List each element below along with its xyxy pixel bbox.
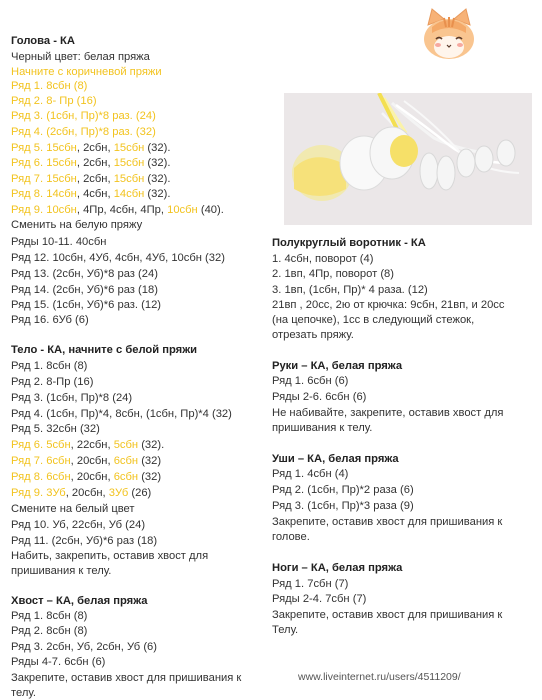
left-line [11,375,93,389]
left-line [11,34,75,48]
text-segment: (на цепочке), 1сс в следующий стежок, [272,314,475,326]
text-segment: пришивания к телу. [272,422,373,434]
left-line [11,564,111,578]
right-line [272,530,310,544]
text-segment: Ряд 7. 6сбн [11,455,71,467]
left-line [11,267,158,281]
text-segment: , 20сбн, [65,487,109,499]
text-segment: , 2сбн, [76,157,114,169]
right-line [272,452,399,466]
text-segment: (32). [138,439,165,451]
text-segment: Ряд 6. 15сбн [11,157,77,169]
text-segment: Ноги – КА, белая пряжа [272,562,403,574]
text-segment: Ряд 4. (2сбн, Пр)*8 раз. (32) [11,126,156,138]
crochet-pieces-photo [284,93,532,225]
text-segment: , 22сбн, [70,439,114,451]
left-line [11,640,157,654]
left-line [11,655,105,669]
left-line [11,609,87,623]
text-segment: Ряд 1. 6сбн (6) [272,375,349,387]
right-line [272,483,414,497]
text-segment: Ряд 14. (2сбн, Уб)*6 раз (18) [11,284,158,296]
text-segment: Полукруглый воротник - КА [272,237,426,249]
text-segment: 5сбн [113,439,139,451]
text-segment: Ряд 6. 5сбн [11,439,71,451]
text-segment: (32). [144,188,171,200]
left-line [11,172,170,186]
left-line [11,686,36,700]
right-line [272,252,373,266]
text-segment: Тело - КА, начните с белой пряжи [11,344,198,356]
left-line [11,109,156,123]
right-line [272,359,402,373]
left-line [11,203,224,217]
text-segment: Ряды 4-7. 6сбн (6) [11,656,106,668]
text-segment: Ряд 2. (1сбн, Пр)*2 раза (6) [272,484,414,496]
text-segment: , 2сбн, [76,173,114,185]
left-line [11,486,151,500]
text-segment: Ряд 3. (1сбн, Пр)*8 раз. (24) [11,110,156,122]
right-line [272,298,505,312]
text-segment: Ряд 1. 8сбн (8) [11,360,88,372]
text-segment: Ряд 1. 4сбн (4) [272,468,349,480]
right-line [272,236,426,250]
right-line [272,515,502,529]
text-segment: Ряд 1. 8сбн (8) [11,610,88,622]
text-segment: отрезать пряжу. [272,329,354,341]
left-line [11,218,142,232]
left-line [11,594,148,608]
left-line [11,94,97,108]
text-segment: Ряд 13. (2сбн, Уб)*8 раз (24) [11,268,158,280]
text-segment: Ряд 8. 6сбн [11,471,71,483]
text-segment: 3. 1вп, (1сбн, Пр)* 4 раза. (12) [272,284,428,296]
text-segment: Ряд 8. 14сбн [11,188,77,200]
right-line [272,608,502,622]
text-segment: Набить, закрепить, оставив хвост для [11,550,209,562]
right-line [272,328,354,342]
right-line [272,592,366,606]
left-line [11,283,158,297]
text-segment: Ряд 3. (1сбн, Пр)*8 (24) [11,392,133,404]
text-segment: Ряд 10. Уб, 22сбн, Уб (24) [11,519,146,531]
left-line [11,65,162,79]
left-line [11,298,161,312]
text-segment: Ряды 10-11. 40сбн [11,236,107,248]
text-segment: Ряд 9. 10сбн [11,204,77,216]
left-line [11,518,145,532]
text-segment: Ряд 3. (1сбн, Пр)*3 раза (9) [272,500,414,512]
text-segment: Ряд 5. 15сбн [11,142,77,154]
text-segment: Черный цвет: белая пряжа [11,51,150,63]
left-line [11,359,87,373]
text-segment: (40). [197,204,224,216]
left-line [11,50,150,64]
left-line [11,422,100,436]
watermark: www.liveinternet.ru/users/4511209/ [298,671,461,683]
left-line [11,235,106,249]
text-segment: Ряд 9. 3Уб [11,487,66,499]
text-segment: (26) [128,487,152,499]
text-segment: Ряд 1. 8сбн (8) [11,80,88,92]
text-segment: Начните с коричневой пряжи [11,66,162,78]
text-segment: Руки – КА, белая пряжа [272,360,403,372]
text-segment: (32) [138,471,162,483]
text-segment: голове. [272,531,310,543]
text-segment: Телу. [272,624,299,636]
text-segment: 1. 4сбн, поворот (4) [272,253,374,265]
text-segment: 6сбн [113,455,139,467]
text-segment: (32). [144,173,171,185]
text-segment: Ряд 16. 6Уб (6) [11,314,89,326]
left-line [11,438,164,452]
text-segment: 6сбн [113,471,139,483]
text-segment: , 4Пр, 4сбн, 4Пр, [76,204,168,216]
right-line [272,406,503,420]
left-line [11,549,208,563]
left-line [11,671,241,685]
text-segment: 15сбн [113,173,145,185]
left-line [11,454,161,468]
right-line [272,577,348,591]
text-segment: Смените на белый цвет [11,503,135,515]
right-line [272,499,414,513]
text-segment: Ряд 4. (1сбн, Пр)*4, 8сбн, (1сбн, Пр)*4 (32) [11,408,232,420]
right-line [272,467,348,481]
left-line [11,251,225,265]
text-segment: 10сбн [167,204,198,216]
text-segment: телу. [11,687,36,699]
text-segment: Закрепите, оставив хвост для пришивания к [272,609,503,621]
text-segment: Ряд 12. 10сбн, 4Уб, 4сбн, 4Уб, 10сбн (32) [11,252,225,264]
text-segment: 14сбн [113,188,145,200]
text-segment: (32) [138,455,162,467]
text-segment: 15сбн [113,157,145,169]
left-line [11,624,87,638]
text-segment: Ряды 2-6. 6сбн (6) [272,391,367,403]
text-segment: Ряд 2. 8- Пр (16) [11,95,97,107]
right-line [272,390,366,404]
text-segment: 2. 1вп, 4Пр, поворот (8) [272,268,395,280]
text-segment: Закрепите, оставив хвост для пришивания к [272,516,503,528]
text-segment: 21вп , 20сс, 2ю от крючка: 9сбн, 21вп, и 20сс [272,299,505,311]
text-segment: Ряд 15. (1сбн, Уб)*6 раз. (12) [11,299,162,311]
text-segment: Закрепите, оставив хвост для пришивания к [11,672,242,684]
text-segment: , 20сбн, [70,471,114,483]
text-segment: Ряд 1. 7сбн (7) [272,578,349,590]
left-line [11,534,157,548]
text-segment: , 20сбн, [70,455,114,467]
right-line [272,283,428,297]
text-segment: 3Уб [108,487,129,499]
text-segment: Ряд 11. (2сбн, Уб)*6 раз (18) [11,535,158,547]
text-segment: Не набивайте, закрепите, оставив хвост для [272,407,504,419]
left-line [11,407,232,421]
left-line [11,343,197,357]
text-segment: (32). [144,157,171,169]
right-line [272,374,348,388]
text-segment: пришивания к телу. [11,565,112,577]
right-line [272,313,474,327]
left-line [11,470,161,484]
text-segment: Ряд 5. 32сбн (32) [11,423,100,435]
right-line [272,561,402,575]
text-segment: , 4сбн, [76,188,114,200]
text-segment: Голова - КА [11,35,75,47]
left-line [11,313,89,327]
right-line [272,623,298,637]
text-segment: Ряд 2. 8сбн (8) [11,625,88,637]
right-line [272,267,394,281]
left-line [11,391,132,405]
text-segment: Уши – КА, белая пряжа [272,453,399,465]
right-line [272,421,372,435]
text-segment: Сменить на белую пряжу [11,219,143,231]
text-segment: , 2сбн, [76,142,114,154]
text-segment: Ряд 2. 8-Пр (16) [11,376,94,388]
left-line [11,502,135,516]
text-segment: Ряды 2-4. 7сбн (7) [272,593,367,605]
left-line [11,141,170,155]
text-segment: 15сбн [113,142,145,154]
left-line [11,187,170,201]
left-line [11,156,170,170]
text-segment: Ряд 7. 15сбн [11,173,77,185]
text-segment: (32). [144,142,171,154]
cat-face-icon [414,3,484,63]
left-line [11,125,156,139]
left-line [11,79,87,93]
text-segment: Хвост – КА, белая пряжа [11,595,148,607]
text-segment: Ряд 3. 2сбн, Уб, 2сбн, Уб (6) [11,641,157,653]
